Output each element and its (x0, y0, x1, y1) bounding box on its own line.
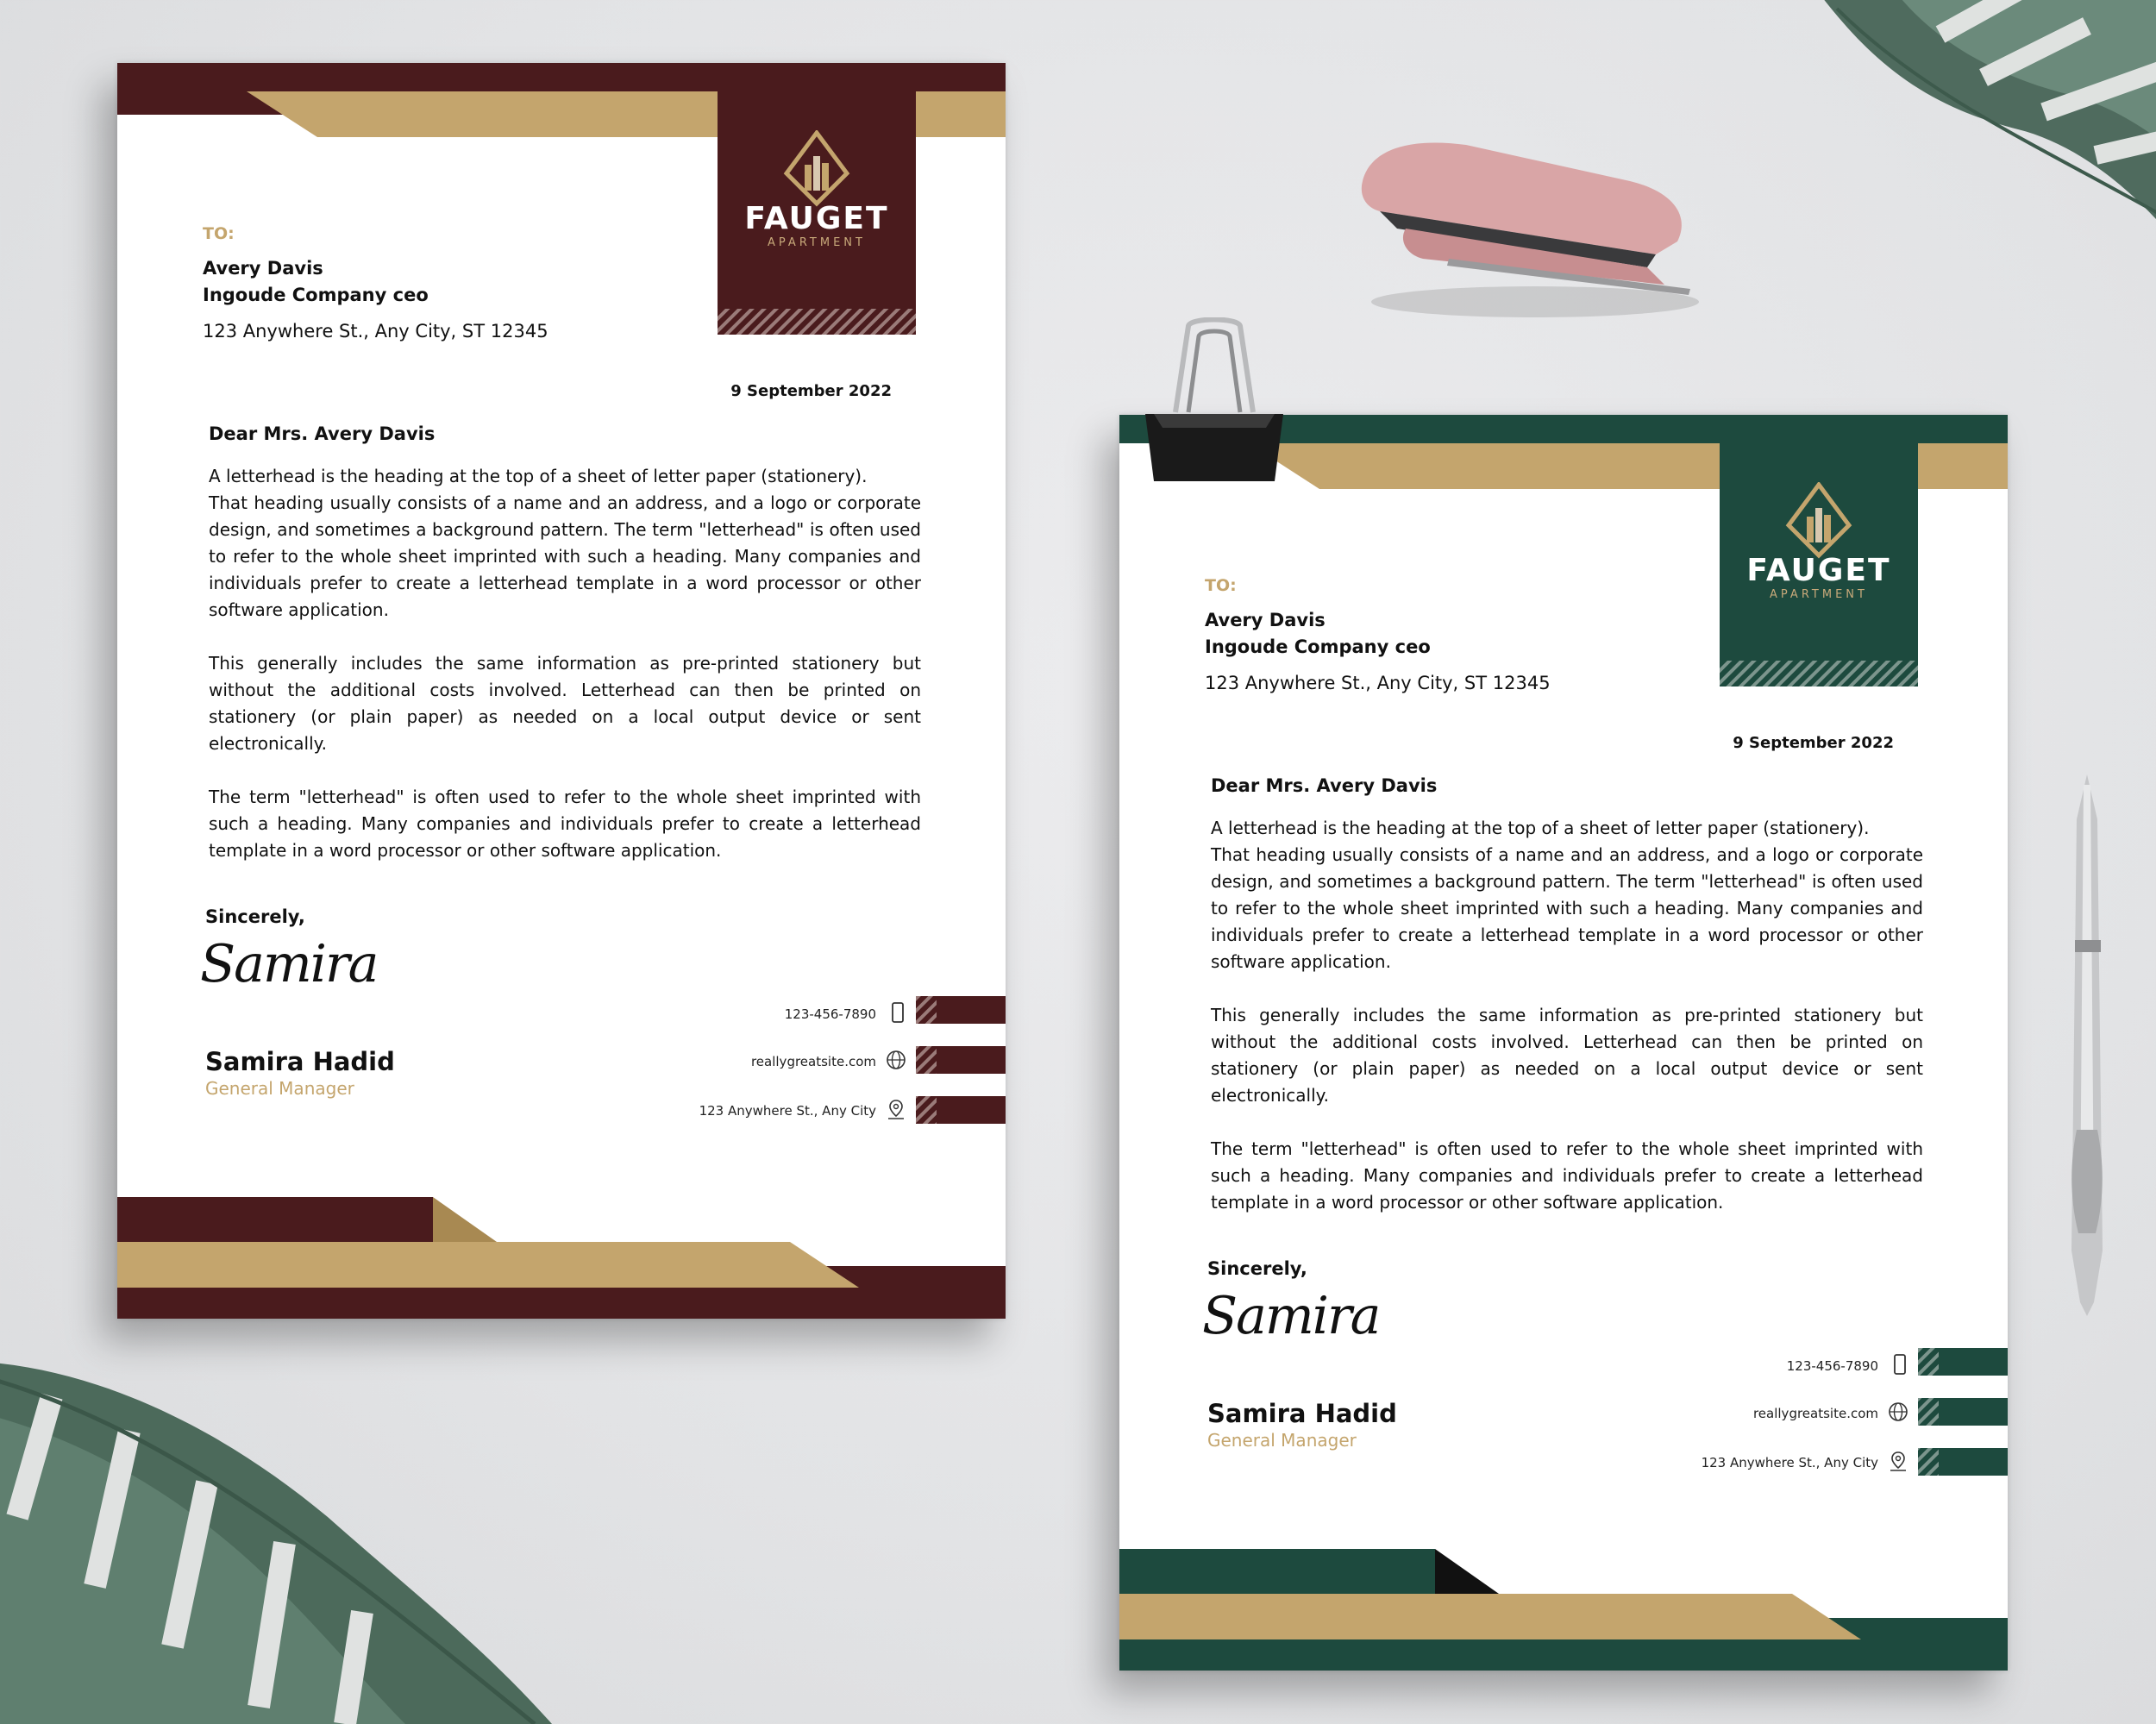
logo-subtitle: APARTMENT (1770, 588, 1868, 601)
recipient-address: 123 Anywhere St., Any City, ST 12345 (1205, 673, 1551, 693)
letter-date: 9 September 2022 (1733, 734, 1894, 752)
binder-clip (1137, 317, 1292, 490)
letter-body (209, 463, 921, 864)
map-pin-icon (1887, 1450, 1909, 1472)
contact-website: reallygreatsite.com (750, 1054, 876, 1069)
logo (718, 201, 916, 249)
salutation: Dear Mrs. Avery Davis (1211, 775, 1438, 796)
monstera-leaf-bottom-left (0, 1362, 604, 1724)
recipient (1205, 607, 1431, 661)
pen (2053, 768, 2122, 1320)
body-paragraph: A letterhead is the heading at the top of a sheet of letter paper (stationery). (209, 466, 868, 486)
to-label: TO: (203, 224, 235, 243)
salutation: Dear Mrs. Avery Davis (209, 423, 436, 444)
contact-phone: 123-456-7890 (1786, 1358, 1878, 1374)
signer-role: General Manager (1207, 1430, 1357, 1451)
body-paragraph: The term "letterhead" is often used to refer to the whole sheet imprinted with such a heading. Many companies and individuals prefer to create a letterhead template in a word processor or other software application. (1211, 1138, 1923, 1213)
letterhead-green (1119, 415, 2008, 1671)
body-paragraph: The term "letterhead" is often used to refer to the whole sheet imprinted with such a heading. Many companies and individuals prefer to create a letterhead template in a word processor or other software application. (209, 787, 921, 861)
to-label: TO: (1205, 576, 1237, 595)
signer-role: General Manager (205, 1078, 354, 1099)
logo (1720, 553, 1918, 601)
letterhead-maroon (117, 63, 1006, 1319)
globe-icon (1887, 1401, 1909, 1423)
letter-date: 9 September 2022 (730, 382, 892, 400)
signature: Samira (200, 934, 378, 994)
logo-name: FAUGET (1746, 553, 1891, 588)
phone-icon (1892, 1353, 1908, 1376)
recipient-address: 123 Anywhere St., Any City, ST 12345 (203, 321, 548, 342)
globe-icon (885, 1049, 907, 1071)
body-paragraph: A letterhead is the heading at the top of a sheet of letter paper (stationery). (1211, 818, 1870, 838)
body-paragraph: This generally includes the same information as pre-printed stationery but without the additional costs involved. Letterhead can then be printed on stationery (or plain paper) as needed on a local output device or sent electronically. (209, 653, 921, 754)
building-diamond-icon (782, 130, 851, 208)
signer-name: Samira Hadid (1207, 1399, 1397, 1428)
recipient-name: Avery Davis (1205, 610, 1326, 630)
phone-icon (890, 1001, 906, 1024)
contact-address: 123 Anywhere St., Any City (699, 1103, 876, 1119)
map-pin-icon (885, 1098, 907, 1120)
recipient-title: Ingoude Company ceo (1205, 636, 1431, 657)
body-paragraph: This generally includes the same information as pre-printed stationery but without the additional costs involved. Letterhead can then be printed on stationery (or plain paper) as needed on a local output device or sent electronically. (1211, 1005, 1923, 1106)
logo-subtitle: APARTMENT (768, 236, 866, 249)
closing: Sincerely, (205, 906, 305, 927)
body-paragraph: That heading usually consists of a name and an address, and a logo or corporate design, and sometimes a background pattern. The term "letterhead" is often used to refer to the whole sheet imprinted with such a heading. Many companies and individuals prefer to create a letterhead template in a word processor or other software application. (209, 492, 921, 620)
contact-phone: 123-456-7890 (784, 1006, 876, 1022)
body-paragraph: That heading usually consists of a name and an address, and a logo or corporate design, and sometimes a background pattern. The term "letterhead" is often used to refer to the whole sheet imprinted with such a heading. Many companies and individuals prefer to create a letterhead template in a word processor or other software application. (1211, 844, 1923, 972)
contact-website: reallygreatsite.com (1752, 1406, 1878, 1421)
signature: Samira (1202, 1286, 1380, 1346)
recipient-name: Avery Davis (203, 258, 323, 279)
recipient-title: Ingoude Company ceo (203, 285, 429, 305)
stapler (1345, 129, 1708, 328)
contact-address: 123 Anywhere St., Any City (1701, 1455, 1878, 1470)
logo-name: FAUGET (744, 201, 889, 236)
building-diamond-icon (1784, 482, 1853, 560)
monstera-leaf-top-right (1759, 0, 2156, 371)
recipient (203, 255, 429, 309)
closing: Sincerely, (1207, 1258, 1307, 1279)
letter-body (1211, 815, 1923, 1216)
signer-name: Samira Hadid (205, 1047, 395, 1076)
